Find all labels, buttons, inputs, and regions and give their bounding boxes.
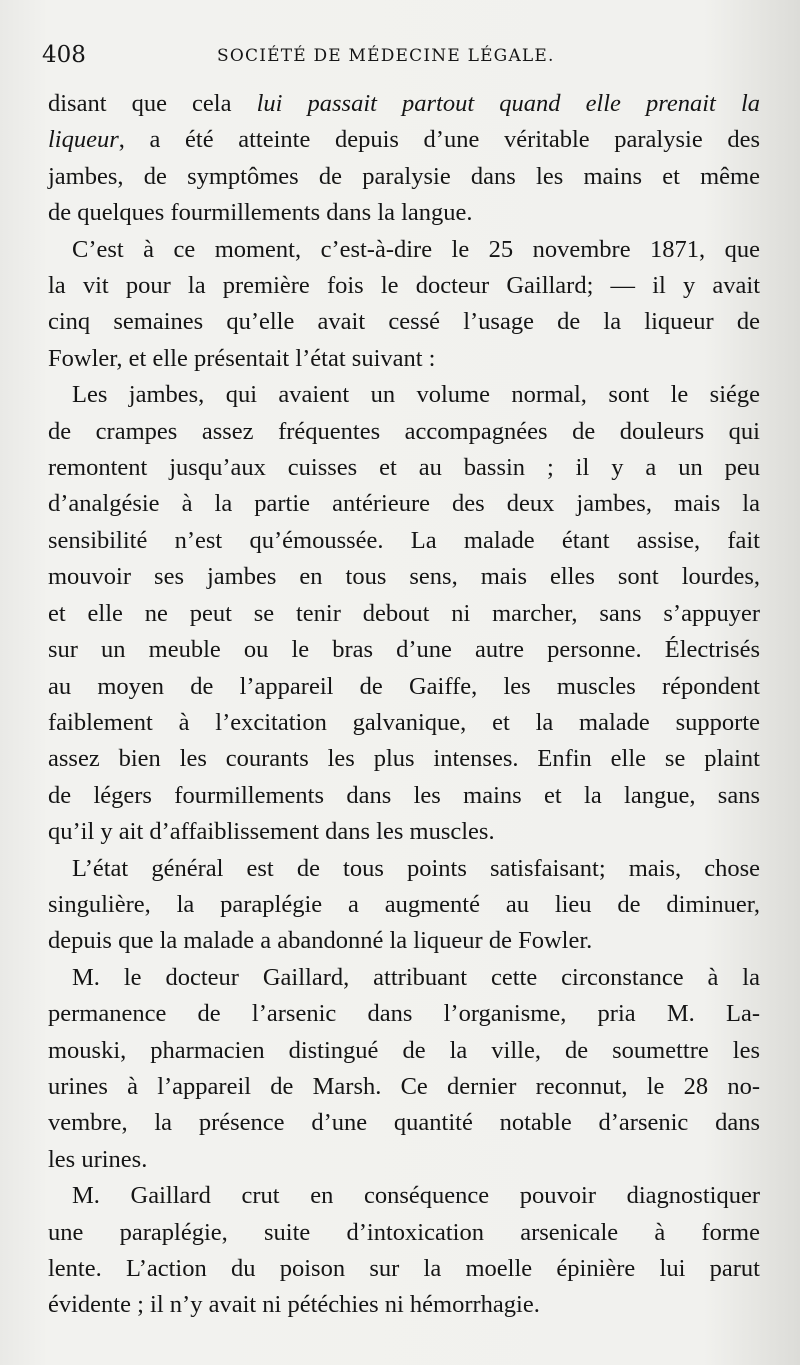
text-line: Les jambes, qui avaient un volume normal, sont le siége [72, 381, 760, 409]
text-line: faiblement à l’excitation galvanique, et la malade supporte [48, 708, 760, 736]
text-line: qu’il y ait d’affaiblissement dans les muscles. [48, 818, 495, 846]
text-line: assez bien les courants les plus intenses. Enfin elle se plaint [48, 745, 760, 773]
text-line: évidente ; il n’y avait ni pétéchies ni hémorrhagie. [48, 1291, 540, 1319]
text-line: la vit pour la première fois le docteur Gaillard; — il y avait [48, 272, 760, 300]
text-line: M. le docteur Gaillard, attribuant cette circonstance à la [72, 963, 760, 991]
text-line: et elle ne peut se tenir debout ni marcher, sans s’appuyer [48, 599, 760, 627]
text-line: remontent jusqu’aux cuisses et au bassin ; il y a un peu [48, 454, 760, 482]
text-line [48, 122, 760, 158]
text-line: de quelques fourmillements dans la langue. [48, 199, 473, 227]
text-line: mouvoir ses jambes en tous sens, mais elles sont lourdes, [48, 563, 760, 591]
text-line: urines à l’appareil de Marsh. Ce dernier reconnut, le 28 no- [48, 1072, 760, 1100]
body-text [48, 86, 760, 1324]
italic-quote: liqueur [48, 126, 119, 154]
text-line: au moyen de l’appareil de Gaiffe, les muscles répondent [48, 672, 760, 700]
text-line: lente. L’action du poison sur la moelle épinière lui parut [48, 1255, 760, 1282]
text-line: sensibilité n’est qu’émoussée. La malade étant assise, fait [48, 526, 760, 554]
running-title: SOCIÉTÉ DE MÉDECINE LÉGALE. [217, 46, 555, 66]
text-segment: disant que cela [48, 90, 257, 117]
text-line: L’état général est de tous points satisfaisant; mais, chose [72, 854, 760, 882]
text-line: mouski, pharmacien distingué de la ville, de soumettre les [48, 1036, 760, 1064]
text-line: M. Gaillard crut en conséquence pouvoir diagnostiquer [72, 1182, 760, 1210]
text-line: d’analgésie à la partie antérieure des deux jambes, mais la [48, 490, 760, 518]
text-line: une paraplégie, suite d’intoxication arsenicale à forme [48, 1218, 760, 1246]
text-line: permanence de l’arsenic dans l’organisme, pria M. La- [48, 1000, 760, 1028]
text-line: singulière, la paraplégie a augmenté au lieu de diminuer, [48, 890, 760, 918]
text-line: jambes, de symptômes de paralysie dans les mains et même [48, 162, 760, 190]
text-line: de légers fourmillements dans les mains et la langue, sans [48, 781, 760, 809]
text-line: cinq semaines qu’elle avait cessé l’usage de la liqueur de [48, 308, 760, 336]
text-line: depuis que la malade a abandonné la liqueur de Fowler. [48, 927, 593, 955]
text-line: C’est à ce moment, c’est-à-dire le 25 novembre 1871, que [72, 235, 760, 263]
text-line: de crampes assez fréquentes accompagnées de douleurs qui [48, 417, 760, 445]
text-line: sur un meuble ou le bras d’une autre personne. Électrisés [48, 636, 760, 664]
text-line: Fowler, et elle présentait l’état suivant : [48, 344, 436, 372]
page-number: 408 [42, 42, 86, 68]
text-line [48, 86, 760, 122]
italic-quote: lui passait partout quand elle prenait la [256, 90, 760, 117]
text-line: vembre, la présence d’une quantité notable d’arsenic dans [48, 1109, 760, 1137]
text-segment: , a été atteinte depuis d’une véritable paralysie des [118, 126, 760, 154]
page-header [42, 42, 758, 78]
text-line: les urines. [48, 1145, 148, 1173]
